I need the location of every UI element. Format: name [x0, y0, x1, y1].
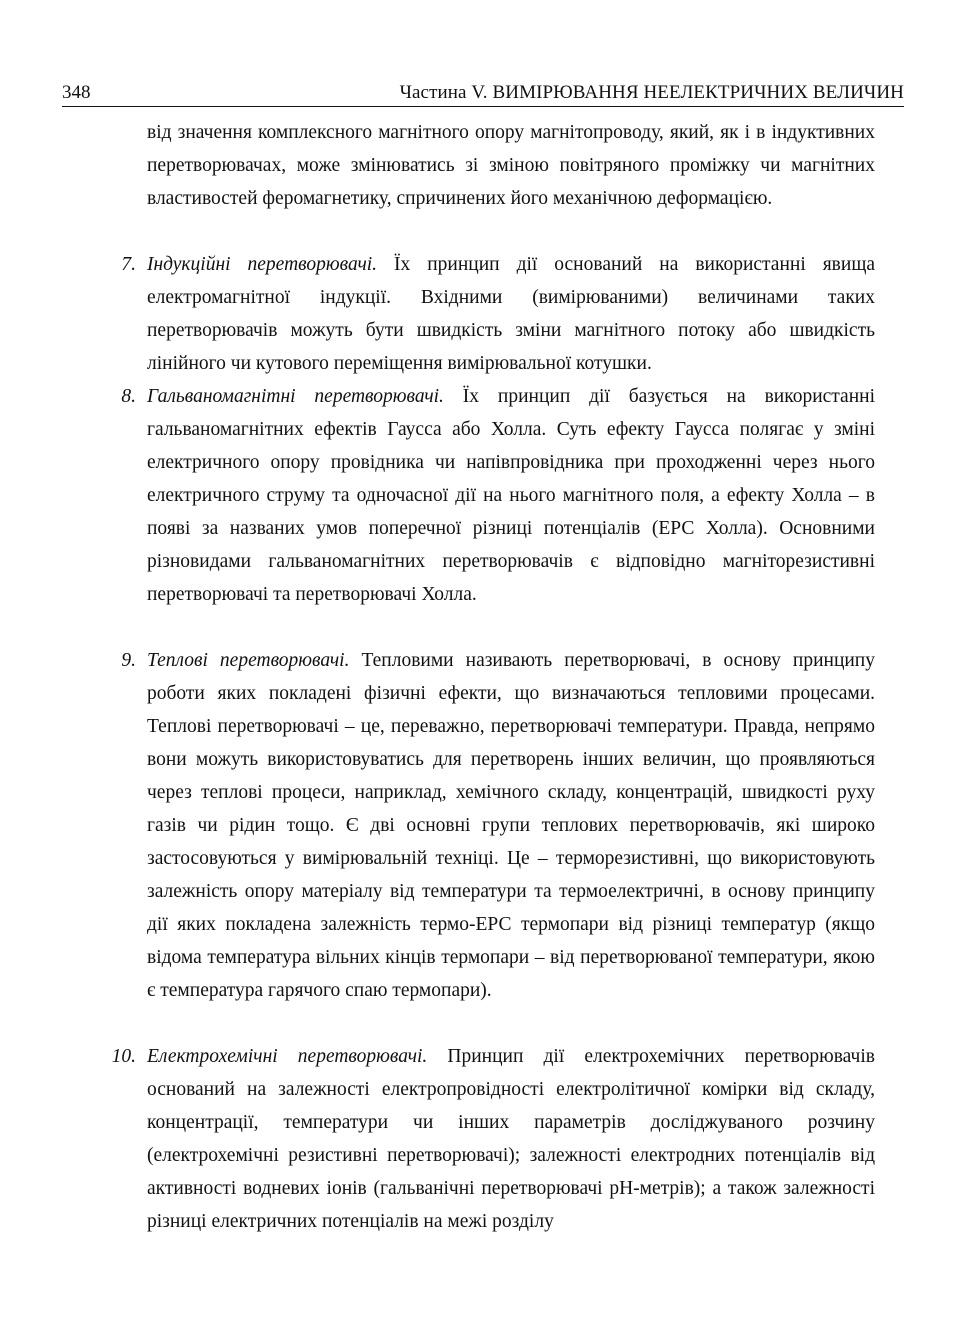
list-item-text [147, 644, 875, 1007]
header-rule [62, 106, 904, 107]
page-number: 348 [62, 82, 91, 103]
list-item-number: 7. [121, 254, 136, 275]
list-item-body: Їх принцип дії оснований на використанні явища електромагнітної індукції. Вхідними (вимірюваними) величинами таких перетворювачів можуть бути швидкість зміни магнітного потоку або швидкість лінійного чи кутового переміщення вимірювальної котушки. [147, 254, 875, 374]
list-item-body: Їх принцип дії базується на використанні гальваномагнітних ефектів Гаусса або Холла. Суть ефекту Гаусса полягає у зміні електричного опору провідника чи напівпровідника при проходженні через нього електричного струму та одночасної дії на нього магнітного поля, а ефекту Холла – в появі за названих умов поперечної різниці потенціалів (ЕРС Холла). Основними різновидами гальваномагнітних перетворювачів є відповідно магніторезистивні перетворювачі та перетворювачі Холла. [147, 386, 875, 605]
list-item-term: Індукційні перетворювачі. [147, 254, 378, 275]
running-head: Частина V. ВИМІРЮВАННЯ НЕЕЛЕКТРИЧНИХ ВЕЛИЧИН [399, 82, 904, 103]
list-item-number: 8. [121, 386, 136, 407]
page-header [62, 80, 904, 106]
continuation-paragraph: від значення комплексного магнітного опору магнітопроводу, який, як і в індуктивних перетворювачах, може змінюватись зі зміною повітряного проміжку чи магнітних властивостей феромагнетику, спричинених його механічною деформацією. [147, 122, 875, 209]
list-item-text [147, 1040, 875, 1238]
list-item-term: Гальваномагнітні перетворювачі. [147, 386, 444, 407]
list-item-text [147, 248, 875, 380]
list-item-term: Теплові перетворювачі. [147, 650, 350, 671]
list-item-body: Тепловими називають перетворювачі, в основу принципу роботи яких покладені фізичні ефекти, що визначаються тепловими процесами. Теплові перетворювачі – це, переважно, перетворювачі температури. Правда, непрямо вони можуть використовуватись для перетворень інших величин, що проявляються через теплові процеси, наприклад, хемічного складу, концентрацій, швидкості руху газів чи рідин тощо. Є дві основні групи теплових перетворювачів, які широко застосовуються у вимірювальній техніці. Це – терморезистивні, що використовують залежність опору матеріалу від температури та термоелектричні, в основу принципу дії яких покладена залежність термо-ЕРС термопари від різниці температур (якщо відома температура вільних кінців термопари – від перетворюваної температури, якою є температура гарячого спаю термопари). [147, 650, 875, 1001]
list-item-term: Електрохемічні перетворювачі. [147, 1046, 428, 1067]
list-item-number: 10. [111, 1046, 136, 1067]
list-item-body: Принцип дії електрохемічних перетворювачів оснований на залежності електропровідності електролітичної комірки від складу, концентрації, температури чи інших параметрів досліджуваного розчину (електрохемічні резистивні перетворювачі); залежності електродних потенціалів від активності водневих іонів (гальванічні перетворювачі рН-метрів); а також залежності різниці електричних потенціалів на межі розділу [147, 1046, 875, 1232]
list-item-text [147, 380, 875, 611]
list-item-number: 9. [121, 650, 136, 671]
